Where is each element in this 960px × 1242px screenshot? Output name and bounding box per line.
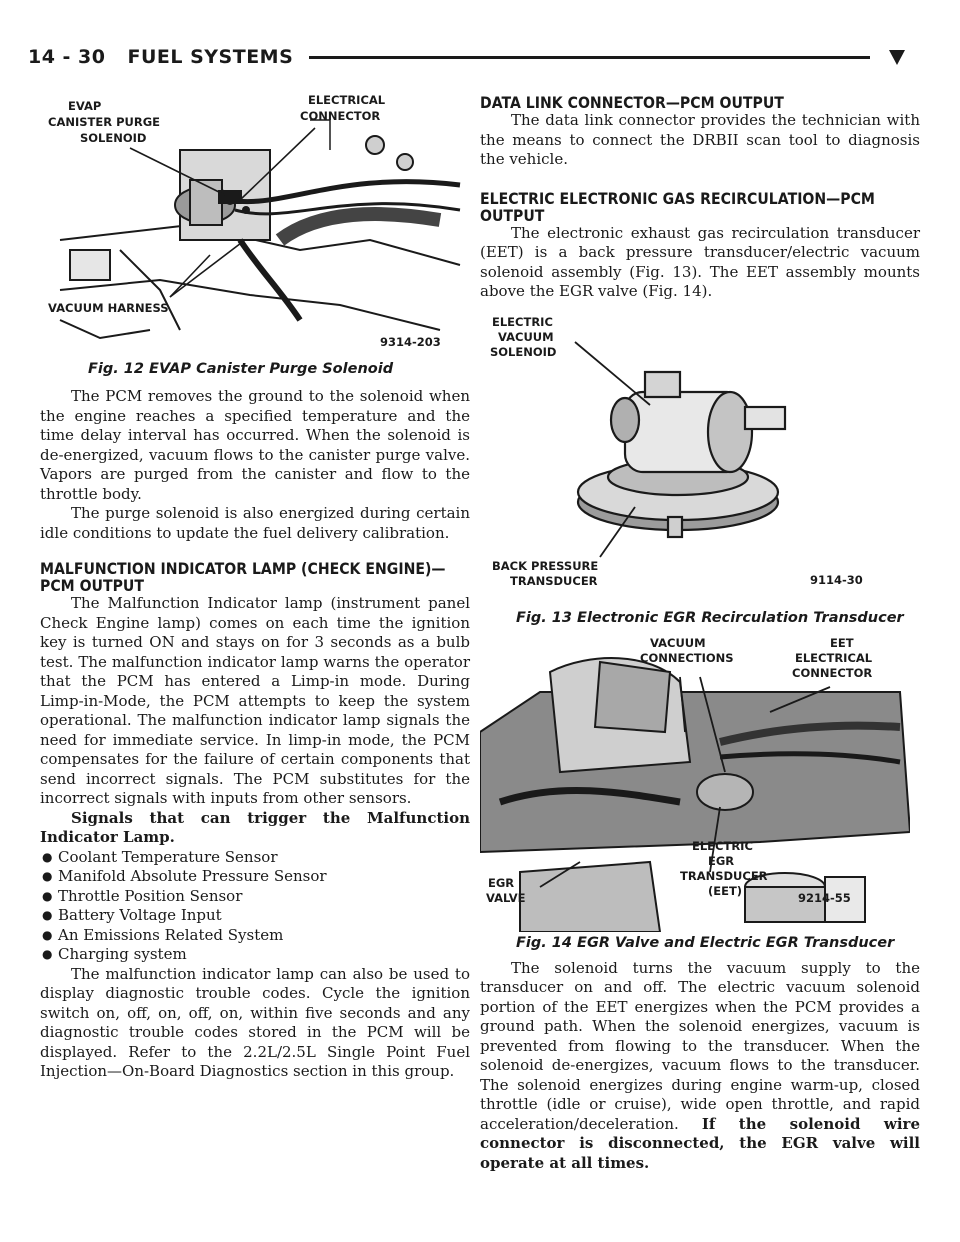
section-heading: DATA LINK CONNECTOR—PCM OUTPUT	[480, 93, 784, 112]
figure-13	[480, 312, 920, 626]
bullet-icon: ●	[42, 869, 53, 883]
figure-caption: Fig. 12 EVAP Canister Purge Solenoid	[88, 361, 394, 377]
egr-transducer-illustration	[480, 312, 910, 607]
evap-canister-illustration	[40, 90, 470, 358]
figure-caption: Fig. 14 EGR Valve and Electric EGR Transducer	[516, 934, 895, 951]
paragraph: The data link connector provides the technician with the means to connect the DRBII scan tool to diagnosis the vehicle.	[480, 111, 920, 168]
bullet-icon: ●	[42, 947, 53, 961]
bullet-icon: ●	[42, 908, 53, 922]
right-column	[480, 90, 920, 1173]
page-number: 14 - 30	[28, 46, 106, 68]
list-item: ● Battery Voltage Input	[42, 906, 222, 924]
figure-code: 9314-203	[380, 335, 441, 349]
figure-code: 9214-55	[798, 890, 851, 905]
paragraph: The solenoid turns the vacuum supply to the transducer on and off. The electric vacuum solenoid portion of the EET energizes when the PCM provides a ground path. When the solenoid energizes, vacuum is prevented from flowing to the transducer. When the solenoid de-energizes, vacuum flows to the transducer. The solenoid energizes during engine warm-up, closed throttle (idle or cruise), wide open throttle, and rapid acceleration/deceleration. If the solenoid wire connector is disconnected, the EGR valve will operate at all times.	[480, 958, 920, 1172]
label-evap-2: CANISTER PURGE	[48, 115, 161, 129]
label-back-pressure-2: TRANSDUCER	[510, 573, 598, 588]
paragraph: The purge solenoid is also energized during certain idle conditions to update the fuel delivery calibration.	[40, 504, 470, 542]
chrysler-pentastar-icon	[886, 46, 908, 68]
page-header	[28, 40, 908, 74]
label-electric-egr-3: TRANSDUCER	[680, 868, 768, 883]
bullet-icon: ●	[42, 927, 53, 942]
bullet-icon: ●	[42, 888, 53, 903]
label-electric-1: ELECTRIC	[492, 314, 553, 329]
signals-heading: Signals that can trigger the Malfunction Indicator Lamp.	[40, 808, 470, 846]
paragraph: The Malfunction Indicator lamp (instrument panel Check Engine lamp) comes on each time the ignition key is turned ON and stays on for 3 seconds as a bulb test. The malfunction indicator lamp warns the operator that the PCM has entered a Limp-in mode. During Limp-in-Mode, the PCM attempts to keep the system operational. The malfunction indicator lamp signals the need for immediate service. In limp-in mode, the PCM compensates for the failure of certain components that send incorrect signals. The PCM substitutes for the incorrect signals with inputs from other sensors.	[40, 594, 470, 807]
label-eet-3: CONNECTOR	[792, 665, 873, 680]
section-heading: MALFUNCTION INDICATOR LAMP (CHECK ENGINE)—PCM OUTPUT	[40, 559, 446, 595]
list-item: ● Throttle Position Sensor	[42, 886, 243, 905]
label-eet-2: ELECTRICAL	[795, 650, 873, 665]
list-item: ● Manifold Absolute Pressure Sensor	[42, 867, 327, 885]
figure-code: 9114-30	[810, 572, 863, 587]
left-column	[40, 90, 470, 1082]
list-item: ● An Emissions Related System	[42, 925, 284, 944]
label-back-pressure-1: BACK PRESSURE	[492, 558, 599, 573]
figure-14	[480, 632, 920, 951]
figure-caption: Fig. 13 Electronic EGR Recirculation Transducer	[516, 609, 904, 626]
label-electric-egr-4: (EET)	[708, 883, 743, 898]
label-electrical-1: ELECTRICAL	[308, 93, 386, 107]
label-egr-1: EGR	[488, 875, 515, 890]
label-vacuum-harness: VACUUM HARNESS	[48, 301, 169, 315]
label-electric-egr-2: EGR	[708, 853, 735, 868]
figure-12	[40, 90, 470, 377]
list-item: ● Charging system	[42, 945, 187, 963]
label-vacuum-1: VACUUM	[650, 635, 706, 650]
label-electric-2: VACUUM	[498, 329, 554, 344]
warning-text: If the solenoid wire connector is disconnected, the EGR valve will operate at all times.	[480, 1114, 920, 1172]
header-rule	[309, 56, 870, 59]
list-item: ● Coolant Temperature Sensor	[42, 847, 278, 866]
label-eet-1: EET	[830, 635, 854, 650]
label-evap-3: SOLENOID	[80, 131, 147, 145]
label-electric-egr-1: ELECTRIC	[692, 838, 753, 853]
label-evap-1: EVAP	[68, 99, 102, 113]
signal-list	[40, 848, 470, 965]
label-vacuum-2: CONNECTIONS	[640, 650, 734, 665]
bullet-icon: ●	[42, 849, 53, 864]
label-electric-3: SOLENOID	[490, 344, 557, 359]
section-title: FUEL SYSTEMS	[127, 46, 294, 68]
paragraph: The PCM removes the ground to the solenoid when the engine reaches a specified temperature and the time delay interval has occurred. When the solenoid is de-energized, vacuum flows to the canister purge valve. Vapors are purged from the canister and flow to the throttle body.	[40, 387, 470, 503]
section-heading: ELECTRIC ELECTRONIC GAS RECIRCULATION—PCM OUTPUT	[480, 188, 875, 225]
paragraph: The electronic exhaust gas recirculation transducer (EET) is a back pressure transducer/electric vacuum solenoid assembly (Fig. 13). The EET assembly mounts above the EGR valve (Fig. 14).	[480, 223, 920, 300]
paragraph: The malfunction indicator lamp can also be used to display diagnostic trouble codes. Cycle the ignition switch on, off, on, off, on, within five seconds and any diagnostic trouble codes stored in the PCM will be displayed. Refer to the 2.2L/2.5L Single Point Fuel Injection—On-Board Diagnostics section in this group.	[40, 964, 470, 1080]
label-egr-2: VALVE	[486, 890, 526, 905]
egr-valve-illustration	[480, 632, 910, 932]
label-electrical-2: CONNECTOR	[300, 109, 381, 123]
